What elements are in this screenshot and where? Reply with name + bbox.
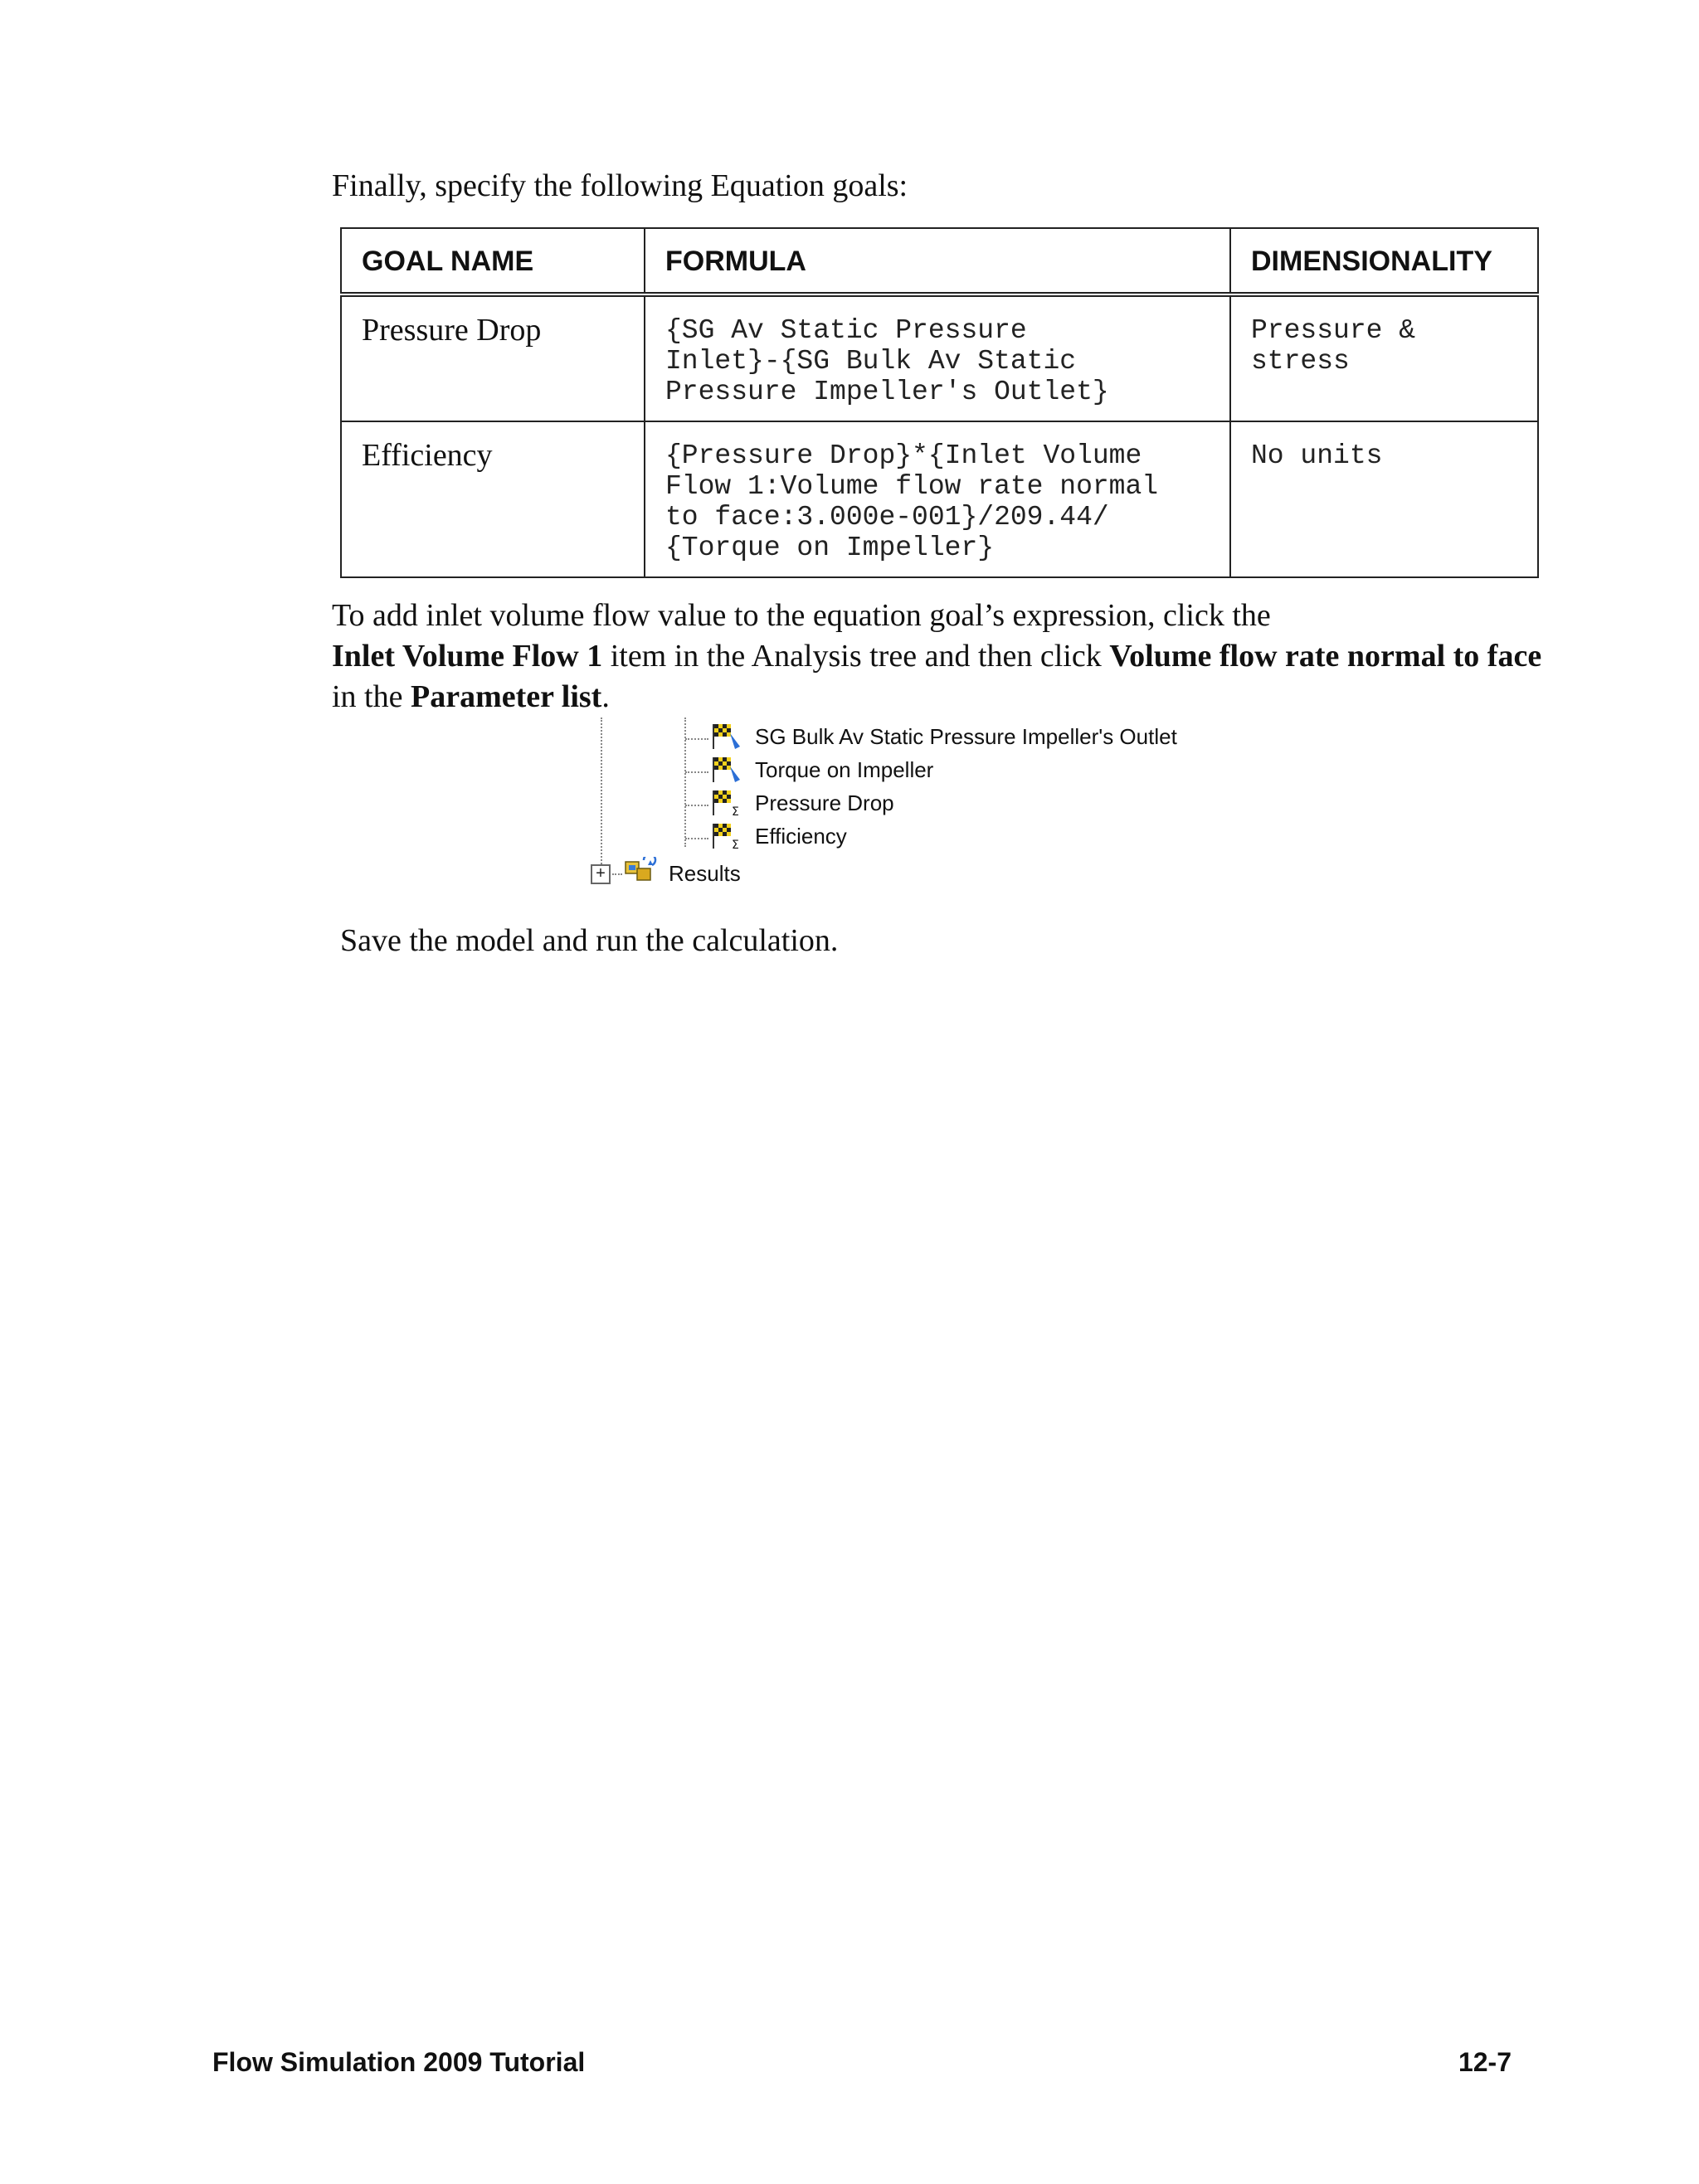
header-dimensionality: DIMENSIONALITY xyxy=(1230,228,1538,294)
table-header-row xyxy=(341,228,1538,294)
formula-line: Flow 1:Volume flow rate normal xyxy=(665,471,1159,502)
tree-item-efficiency[interactable]: Efficiency xyxy=(755,824,847,849)
formula-line: {Pressure Drop}*{Inlet Volume xyxy=(665,440,1142,471)
tree-branch-line xyxy=(612,873,622,875)
paragraph-text: . xyxy=(601,679,610,714)
dimensionality-line: Pressure & xyxy=(1251,315,1416,346)
tree-branch-line xyxy=(685,838,708,839)
tree-item-sg-bulk-av-static-pressure[interactable]: SG Bulk Av Static Pressure Impeller's Outlet xyxy=(755,724,1177,749)
save-instruction: Save the model and run the calculation. xyxy=(340,923,839,958)
equation-goals-table xyxy=(340,227,1539,578)
formula-line: {Torque on Impeller} xyxy=(665,533,995,563)
goal-name-cell: Pressure Drop xyxy=(341,294,645,421)
instruction-paragraph xyxy=(332,596,1551,717)
header-goal-name: GOAL NAME xyxy=(341,228,645,294)
tree-branch-line xyxy=(685,738,708,740)
goal-flag-icon xyxy=(710,755,743,785)
formula-cell xyxy=(645,294,1230,421)
tree-branch-line xyxy=(685,805,708,806)
sigma-glyph: Σ xyxy=(732,839,739,851)
dimensionality-cell xyxy=(1230,294,1538,421)
formula-line: Inlet}-{SG Bulk Av Static xyxy=(665,346,1077,377)
table-row xyxy=(341,294,1538,421)
tree-guide-line xyxy=(601,717,602,877)
table-row xyxy=(341,421,1538,577)
intro-text: Finally, specify the following Equation goals: xyxy=(332,168,908,203)
goal-flag-icon xyxy=(710,722,743,752)
formula-line: to face:3.000e-001}/209.44/ xyxy=(665,502,1109,533)
formula-line: {SG Av Static Pressure xyxy=(665,315,1027,346)
footer-title: Flow Simulation 2009 Tutorial xyxy=(212,2047,586,2077)
volume-flow-rate-term: Volume flow rate normal to face xyxy=(1109,639,1542,674)
parameter-list-term: Parameter list xyxy=(410,679,602,714)
results-icon xyxy=(624,857,657,887)
tree-guide-line xyxy=(684,717,686,847)
equation-goal-icon xyxy=(710,821,743,851)
tree-item-torque-on-impeller[interactable]: Torque on Impeller xyxy=(755,757,934,782)
paragraph-text: To add inlet volume flow value to the equation goal’s expression, click the xyxy=(332,598,1271,633)
sigma-glyph: Σ xyxy=(732,805,739,818)
tree-item-results[interactable]: Results xyxy=(669,861,741,886)
dimensionality-cell xyxy=(1230,421,1538,577)
page-number: 12-7 xyxy=(1458,2047,1512,2077)
equation-goal-icon xyxy=(710,788,743,818)
expand-toggle-icon[interactable]: + xyxy=(591,864,611,884)
tree-branch-line xyxy=(685,771,708,773)
analysis-tree-screenshot xyxy=(581,717,1211,896)
formula-line: Pressure Impeller's Outlet} xyxy=(665,377,1109,407)
dimensionality-line: No units xyxy=(1251,440,1383,471)
tree-item-pressure-drop[interactable]: Pressure Drop xyxy=(755,790,894,815)
paragraph-text: item in the Analysis tree and then click xyxy=(602,639,1110,674)
formula-cell xyxy=(645,421,1230,577)
dimensionality-line: stress xyxy=(1251,346,1350,377)
header-formula: FORMULA xyxy=(645,228,1230,294)
paragraph-text: in the xyxy=(332,679,411,714)
goal-name-cell: Efficiency xyxy=(341,421,645,577)
inlet-volume-flow-term: Inlet Volume Flow 1 xyxy=(332,639,603,674)
